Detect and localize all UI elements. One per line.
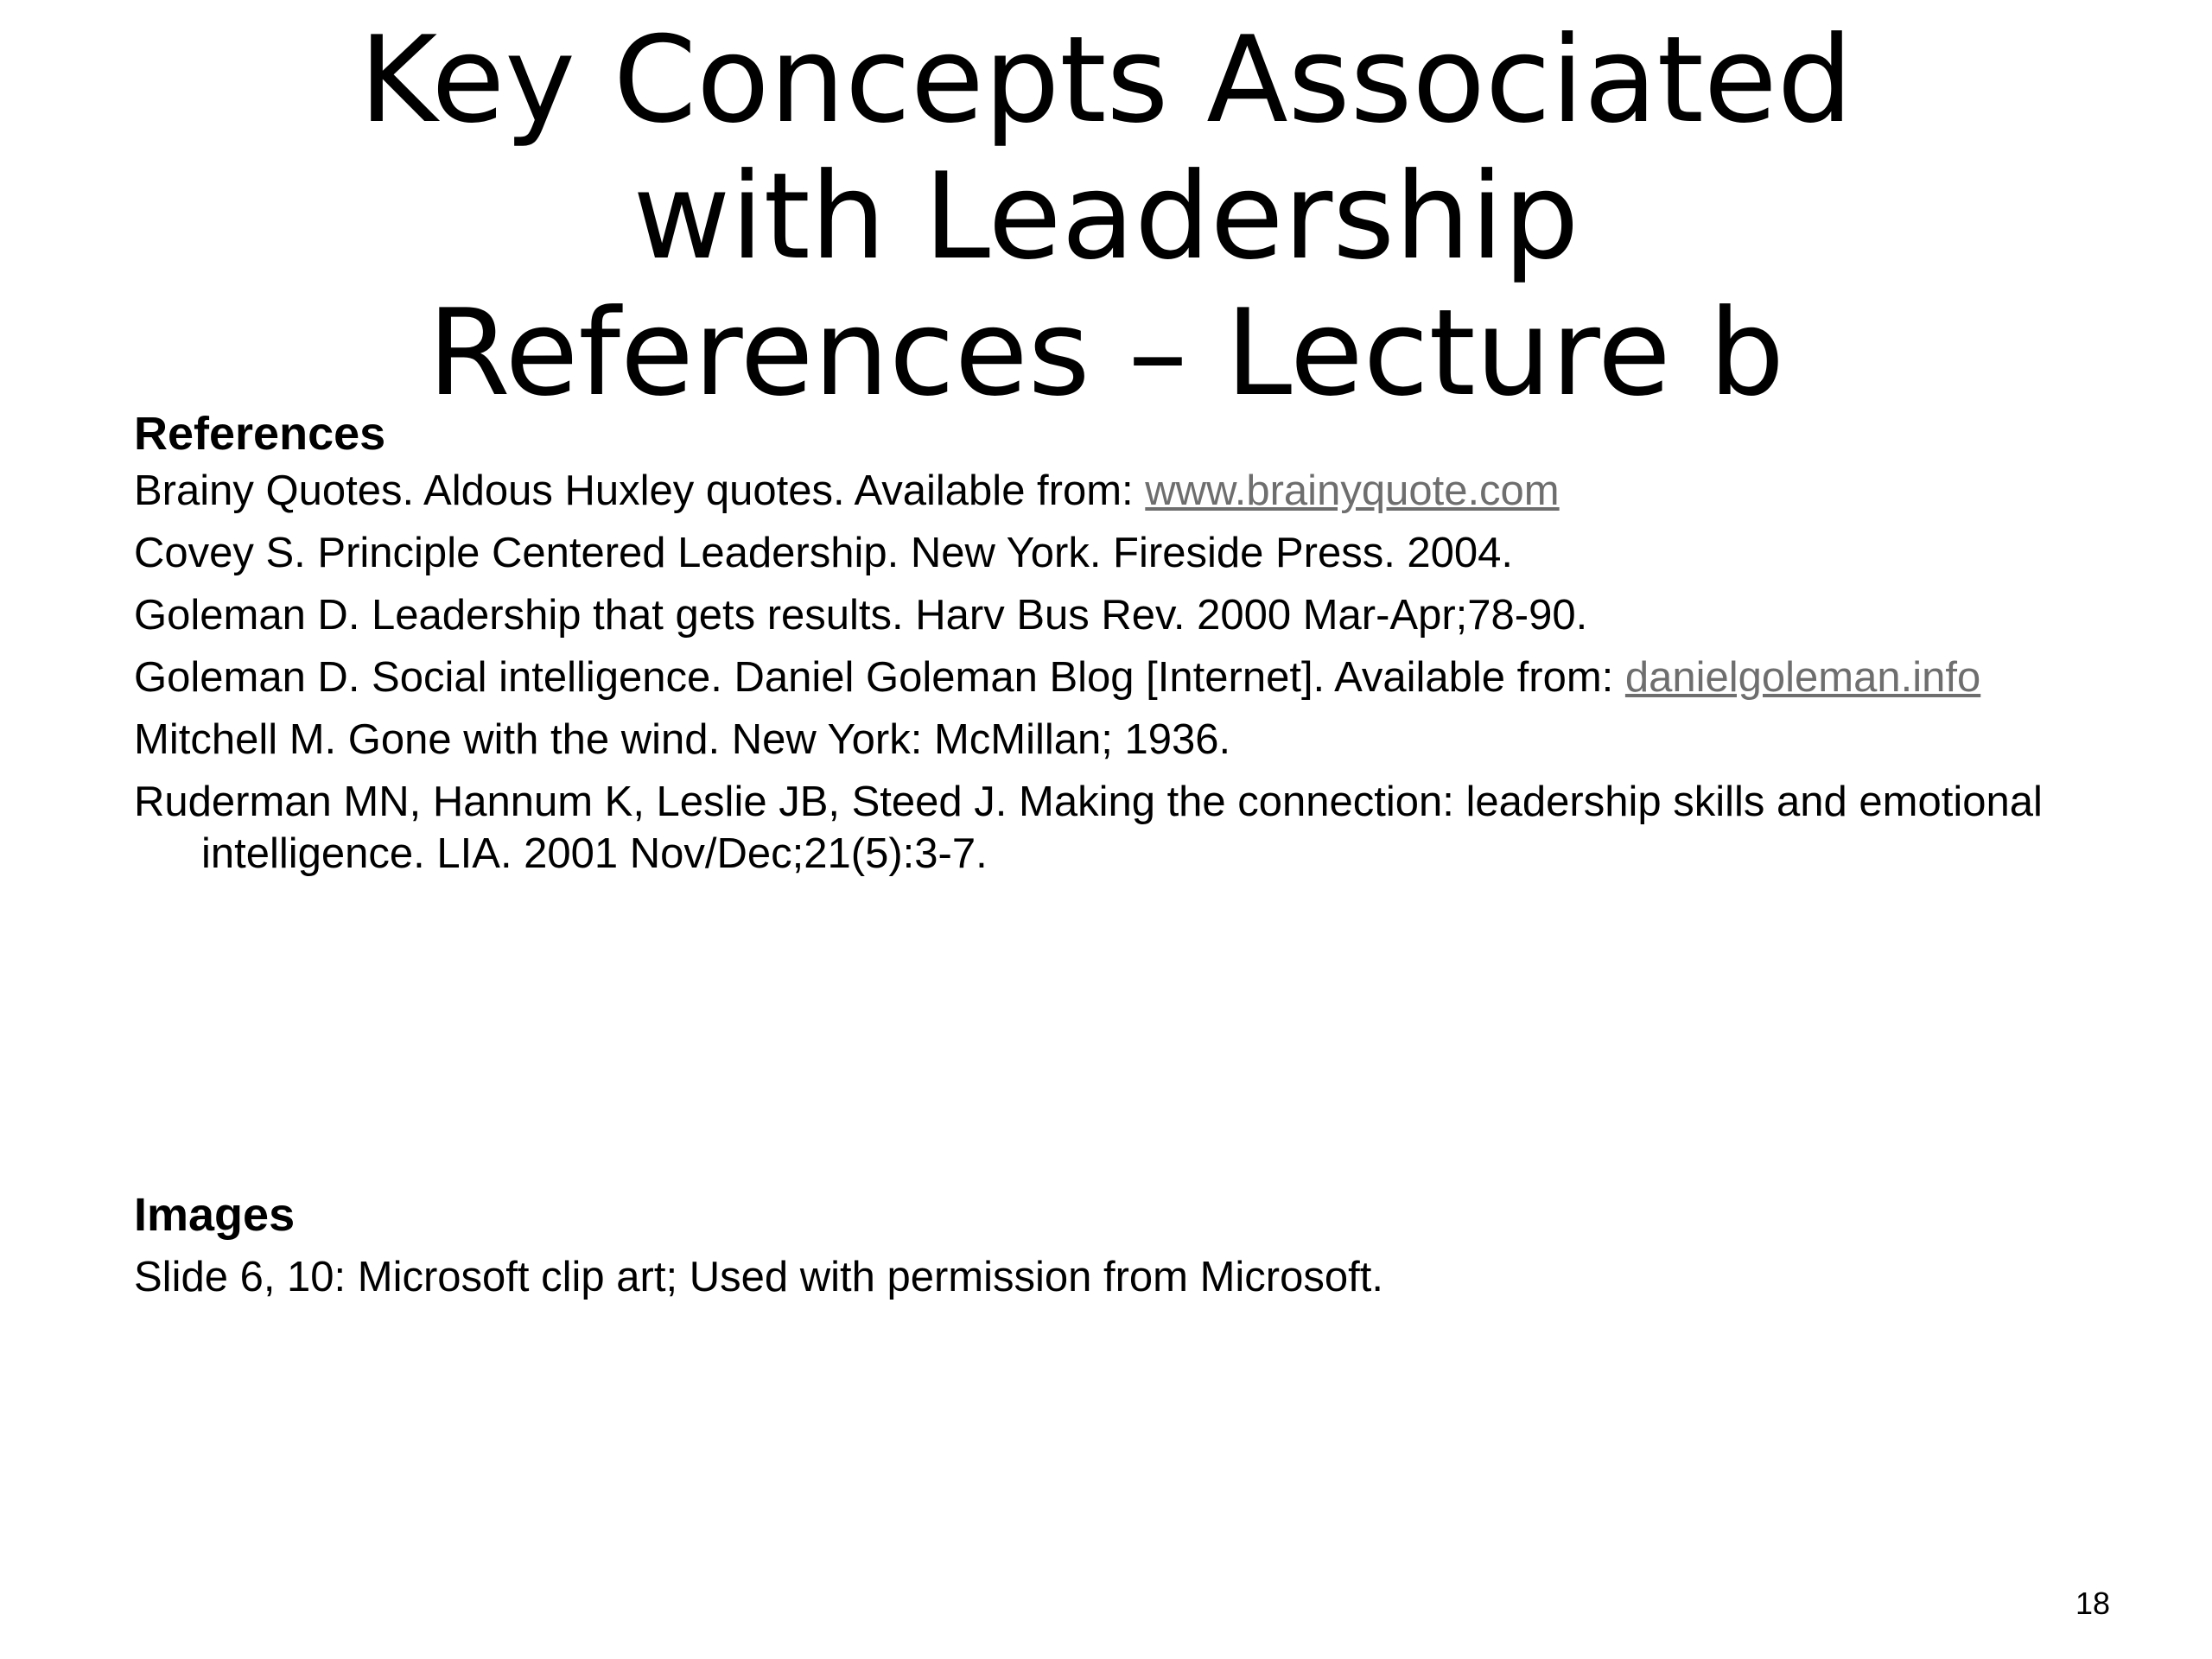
reference-item [134, 465, 2121, 517]
reference-text: Covey S. Principle Centered Leadership. New York. Fireside Press. 2004. [134, 530, 1514, 576]
slide-number: 18 [2075, 1586, 2110, 1621]
slide-title [0, 12, 2212, 422]
images-section [134, 1184, 1383, 1303]
images-credit: Slide 6, 10: Microsoft clip art; Used with permission from Microsoft. [134, 1254, 1383, 1300]
reference-text: Brainy Quotes. Aldous Huxley quotes. Available from: [134, 467, 1146, 514]
reference-item [134, 589, 2121, 641]
reference-link[interactable]: danielgoleman.info [1624, 654, 1981, 701]
reference-list [134, 465, 2121, 880]
reference-text: Goleman D. Leadership that gets results. Harv Bus Rev. 2000 Mar-Apr;78-90. [134, 592, 1588, 639]
reference-item [134, 714, 2121, 766]
reference-text: Mitchell M. Gone with the wind. New York: McMillan; 1936. [134, 716, 1231, 763]
reference-link[interactable]: www.brainyquote.com [1145, 467, 1560, 514]
reference-item [134, 652, 2121, 703]
title-line: Key Concepts Associated [359, 10, 1853, 149]
reference-item [134, 527, 2121, 579]
reference-item [134, 776, 2121, 880]
references-heading: References [134, 408, 386, 460]
references-section [134, 403, 2121, 890]
reference-text: Ruderman MN, Hannum K, Leslie JB, Steed J. Making the connection: leadership skills and emotional intelligence. LIA. 2001 Nov/Dec;21(5):3-7. [134, 779, 2043, 877]
title-line: References – Lecture b [427, 283, 1785, 423]
reference-text: Goleman D. Social intelligence. Daniel Goleman Blog [Internet]. Available from: [134, 654, 1625, 701]
title-line: with Leadership [632, 147, 1580, 286]
images-heading: Images [134, 1189, 296, 1241]
